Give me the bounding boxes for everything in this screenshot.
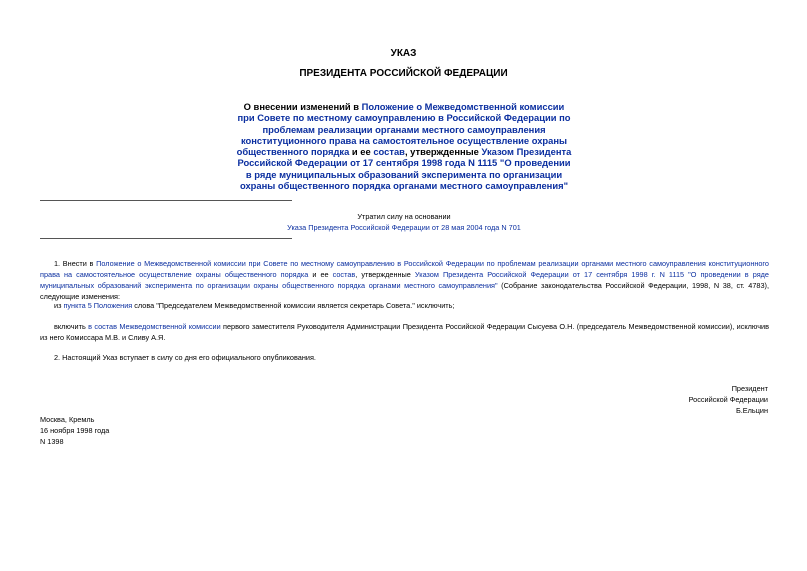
signature-country: Российской Федерации — [688, 395, 768, 404]
place-city: Москва, Кремль — [40, 415, 95, 424]
para3-text-1: включить — [54, 322, 89, 331]
subtitle-link-composition[interactable]: состав — [373, 146, 405, 158]
place-date: 16 ноября 1998 года — [40, 426, 110, 435]
document-number: N 1398 — [40, 437, 64, 446]
repeal-note — [236, 211, 572, 233]
document-subtitle — [236, 101, 572, 191]
document-title: УКАЗ — [390, 48, 417, 59]
para3-link-composition[interactable]: в состав Межведомственной комиссии — [88, 322, 221, 331]
para1-link-decree-1115[interactable]: Указом Президента Российской Федерации от 17 сентября 1998 г. N 1115 "О проведении в ряде муниципальных образований эксперимента по организации охраны общественного порядка органами местного самоуправления" — [40, 270, 769, 290]
para2-link-clause-5[interactable]: пункта 5 Положения — [63, 301, 133, 310]
divider-top — [40, 200, 292, 201]
repeal-note-text: Утратил силу на основании — [357, 212, 451, 221]
subtitle-link-decree-1115[interactable]: Указом Президента Российской Федерации от 17 сентября 1998 года N 1115 "О проведении в ряде муниципальных образований эксперимента по организации охраны общественного порядка органами местного самоуправления" — [237, 146, 572, 192]
paragraph-4 — [40, 352, 769, 363]
para2-text-2: слова "Председателем Межведомственной комиссии является секретарь Совета." исключить; — [132, 301, 455, 310]
paragraph-1 — [40, 258, 769, 302]
subtitle-text-3: , утвержденные — [404, 146, 482, 158]
repeal-note-link[interactable]: Указа Президента Российской Федерации от 28 мая 2004 года N 701 — [287, 223, 521, 232]
signature-block — [568, 383, 768, 416]
para1-text-2: и ее — [308, 270, 333, 279]
para1-link-regulation[interactable]: Положение о Межведомственной комиссии при Совете по местному самоуправлению в Российской Федерации по проблемам реализации органами местного самоуправления конституционного права на самостоятельное осуществление охраны общественного порядка — [40, 259, 769, 279]
para1-link-composition[interactable]: состав — [332, 270, 356, 279]
para1-text-4: (Собрание законодательства Российской Федерации, 1998, N 38, ст. 4783), следующие изменения: — [40, 281, 769, 301]
document-issuer: ПРЕЗИДЕНТА РОССИЙСКОЙ ФЕДЕРАЦИИ — [299, 68, 508, 79]
paragraph-2 — [40, 300, 769, 311]
para1-text-1: 1. Внести в — [54, 259, 97, 268]
signature-title: Президент — [731, 384, 768, 393]
para4-text: 2. Настоящий Указ вступает в силу со дня его официального опубликования. — [54, 353, 316, 362]
para3-text-2: первого заместителя Руководителя Администрации Президента Российской Федерации Сысуева О.Н. (председатель Межведомственной комиссии), исключив из него Комиссара М.В. и Сливу А.Я. — [40, 322, 769, 342]
subtitle-text-1: О внесении изменений в — [243, 101, 362, 112]
para1-text-3: , утвержденные — [355, 270, 415, 279]
para2-text-1: из — [54, 301, 64, 310]
divider-bottom — [40, 238, 292, 239]
subtitle-link-regulation[interactable]: Положение о Межведомственной комиссии при Совете по местному самоуправлению в Российской Федерации по проблемам реализации органами местного самоуправления конституционного права на самостоятельное осуществление охраны общественного порядка — [236, 101, 571, 158]
place-date-block — [40, 414, 240, 447]
subtitle-text-2: и ее — [349, 146, 374, 158]
signature-name: Б.Ельцин — [735, 406, 768, 415]
paragraph-3 — [40, 321, 769, 343]
